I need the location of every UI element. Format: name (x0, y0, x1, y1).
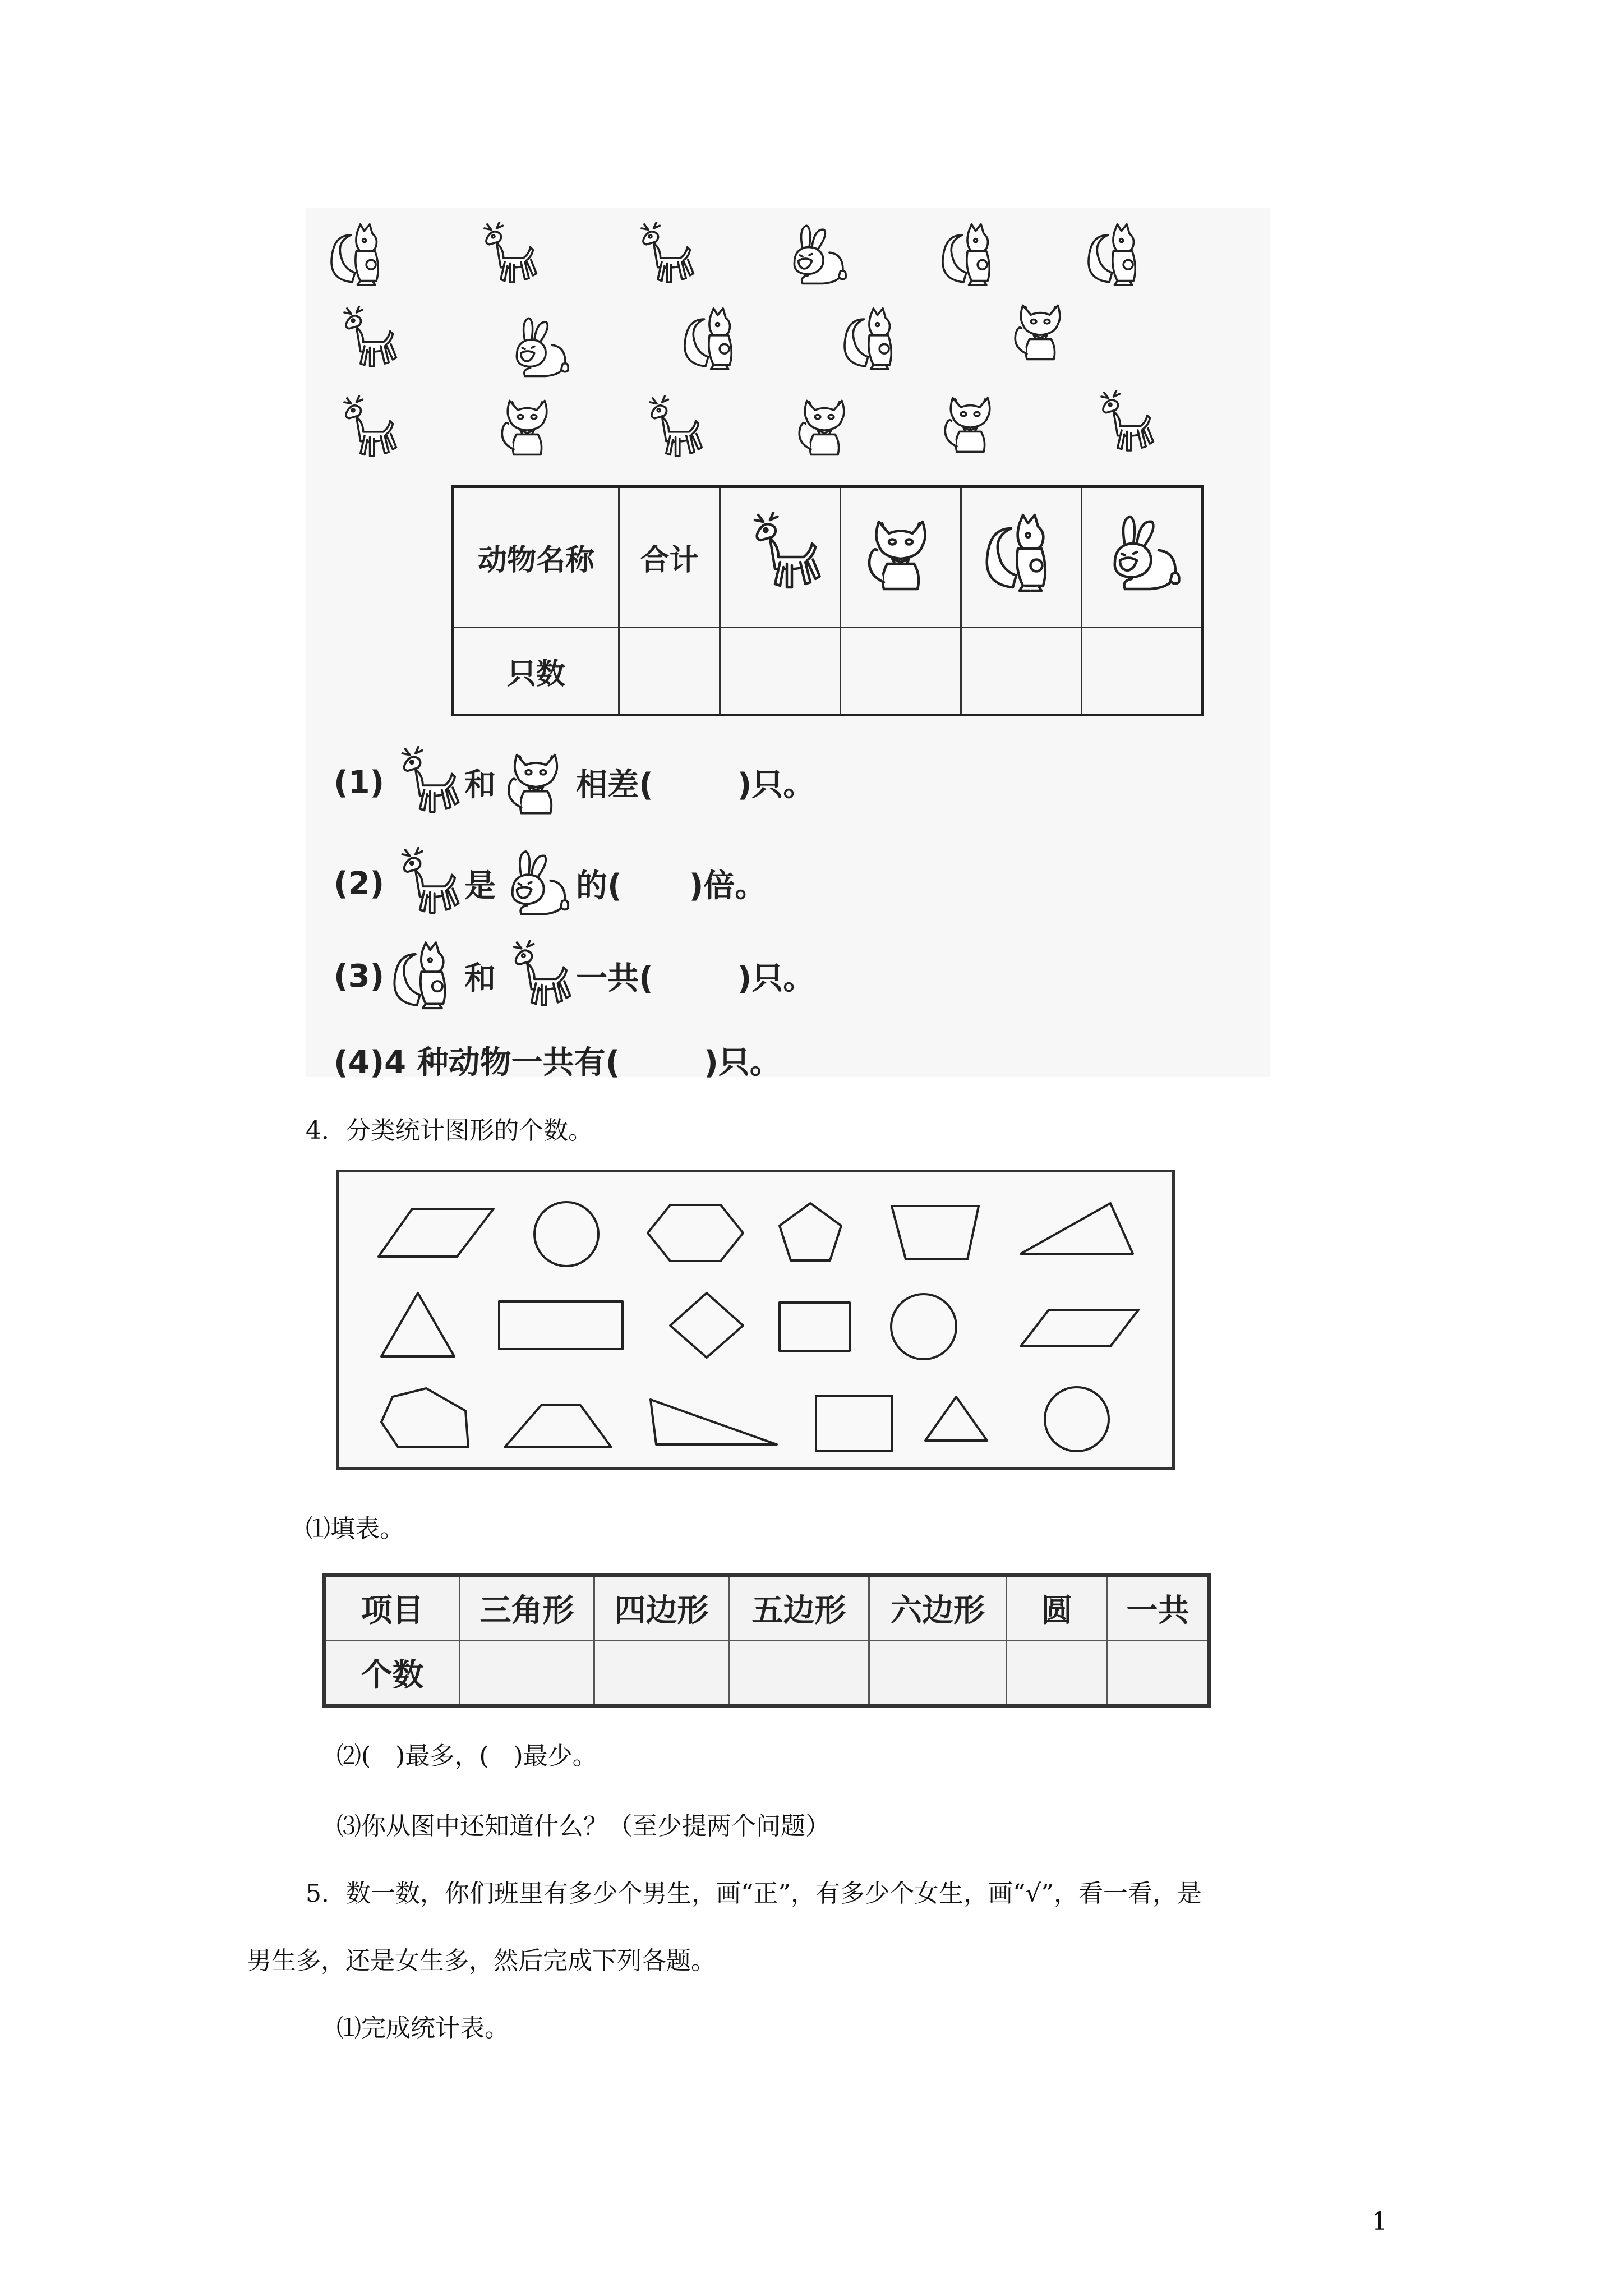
deer-icon (634, 395, 707, 463)
squirrel-icon (676, 306, 749, 373)
header-pentagon: 五边形 (729, 1575, 869, 1641)
circle-shape (1045, 1387, 1109, 1451)
answer-cell[interactable] (961, 628, 1082, 715)
header-circle: 圆 (1007, 1575, 1108, 1641)
squirrel-icon (934, 222, 1007, 289)
parallelogram-shape (1021, 1310, 1138, 1346)
circle-shape (891, 1294, 956, 1359)
deer-icon (386, 847, 462, 920)
deer-icon (386, 746, 462, 819)
header-triangle: 三角形 (460, 1575, 594, 1641)
rabbit-icon (502, 314, 575, 381)
count-row-label: 只数 (453, 628, 619, 715)
deer-icon (738, 512, 822, 596)
shape-count-table (322, 1573, 1211, 1708)
squirrel-icon (386, 940, 462, 1013)
deer-column-header (720, 487, 841, 628)
question-2: (2) 是 的( )倍。 (334, 844, 766, 923)
answer-cell[interactable] (1108, 1641, 1210, 1706)
squirrel-icon (1080, 222, 1152, 289)
answer-cell[interactable] (1007, 1641, 1108, 1706)
section-4-title: 4．分类统计图形的个数。 (306, 1116, 593, 1145)
deer-icon (625, 222, 698, 289)
deer-icon (468, 222, 541, 289)
square-shape (816, 1396, 892, 1451)
section-4-question-2: ⑵( )最多，( )最少。 (336, 1742, 597, 1770)
cat-icon (498, 746, 574, 819)
cat-icon (491, 393, 564, 460)
pentagon-shape (780, 1203, 841, 1260)
section-4-question-3: ⑶你从图中还知道什么？（至少提两个问题） (336, 1812, 830, 1841)
pentagon-shape (381, 1388, 468, 1447)
circle-shape (534, 1202, 598, 1266)
deer-icon (498, 940, 574, 1013)
answer-cell[interactable] (619, 628, 720, 715)
answer-cell[interactable] (720, 628, 841, 715)
header-item: 项目 (324, 1575, 460, 1641)
squirrel-icon (322, 222, 395, 289)
section-5-line-2: 男生多，还是女生多，然后完成下列各题。 (247, 1947, 716, 1975)
header-hexagon: 六边形 (869, 1575, 1007, 1641)
rabbit-icon (780, 222, 852, 289)
question-3: (3) 和 一共( )只。 (334, 937, 814, 1015)
parallelogram-shape (379, 1209, 494, 1257)
rhombus-shape (670, 1293, 743, 1358)
hexagon-shape (648, 1205, 743, 1261)
shapes-figure (336, 1170, 1175, 1470)
triangle-shape (1021, 1203, 1133, 1254)
animal-name-header: 动物名称 (453, 487, 619, 628)
rabbit-icon (1100, 512, 1184, 596)
squirrel-icon (979, 512, 1063, 596)
answer-cell[interactable] (594, 1641, 729, 1706)
squirrel-column-header (961, 487, 1082, 628)
page-number: 1 (1372, 2207, 1387, 2236)
trapezoid-shape (892, 1206, 979, 1259)
answer-cell[interactable] (729, 1641, 869, 1706)
rectangle-shape (499, 1301, 623, 1349)
rabbit-column-header (1082, 487, 1203, 628)
trapezoid-shape (505, 1405, 611, 1447)
answer-cell[interactable] (460, 1641, 594, 1706)
header-total: 一共 (1108, 1575, 1210, 1641)
section-5-line-1: 5．数一数，你们班里有多少个男生，画“正”，有多少个女生，画“√”，看一看，是 (306, 1879, 1202, 1908)
count-row-label: 个数 (324, 1641, 460, 1706)
question-4: (4)4 种动物一共有( )只。 (334, 1045, 781, 1081)
deer-icon (1085, 390, 1158, 457)
answer-cell[interactable] (869, 1641, 1007, 1706)
deer-icon (328, 395, 401, 463)
animal-count-table (451, 485, 1204, 716)
header-quadrilateral: 四边形 (594, 1575, 729, 1641)
cat-column-header (841, 487, 961, 628)
triangle-shape (925, 1397, 987, 1441)
answer-cell[interactable] (1082, 628, 1203, 715)
fill-table-label: ⑴填表。 (306, 1515, 404, 1543)
deer-icon (328, 306, 401, 373)
cat-icon (788, 393, 861, 460)
squirrel-icon (836, 306, 909, 373)
total-header: 合计 (619, 487, 720, 628)
cat-icon (1004, 297, 1077, 365)
cat-icon (859, 512, 943, 596)
square-shape (780, 1303, 850, 1351)
triangle-shape (381, 1293, 454, 1356)
question-1: (1) 和 相差( )只。 (334, 743, 814, 822)
rabbit-icon (498, 847, 574, 920)
triangle-shape (651, 1400, 777, 1444)
answer-cell[interactable] (841, 628, 961, 715)
section-5-question-1: ⑴完成统计表。 (336, 2014, 509, 2042)
cat-icon (934, 390, 1007, 457)
shapes-drawing (339, 1172, 1172, 1467)
